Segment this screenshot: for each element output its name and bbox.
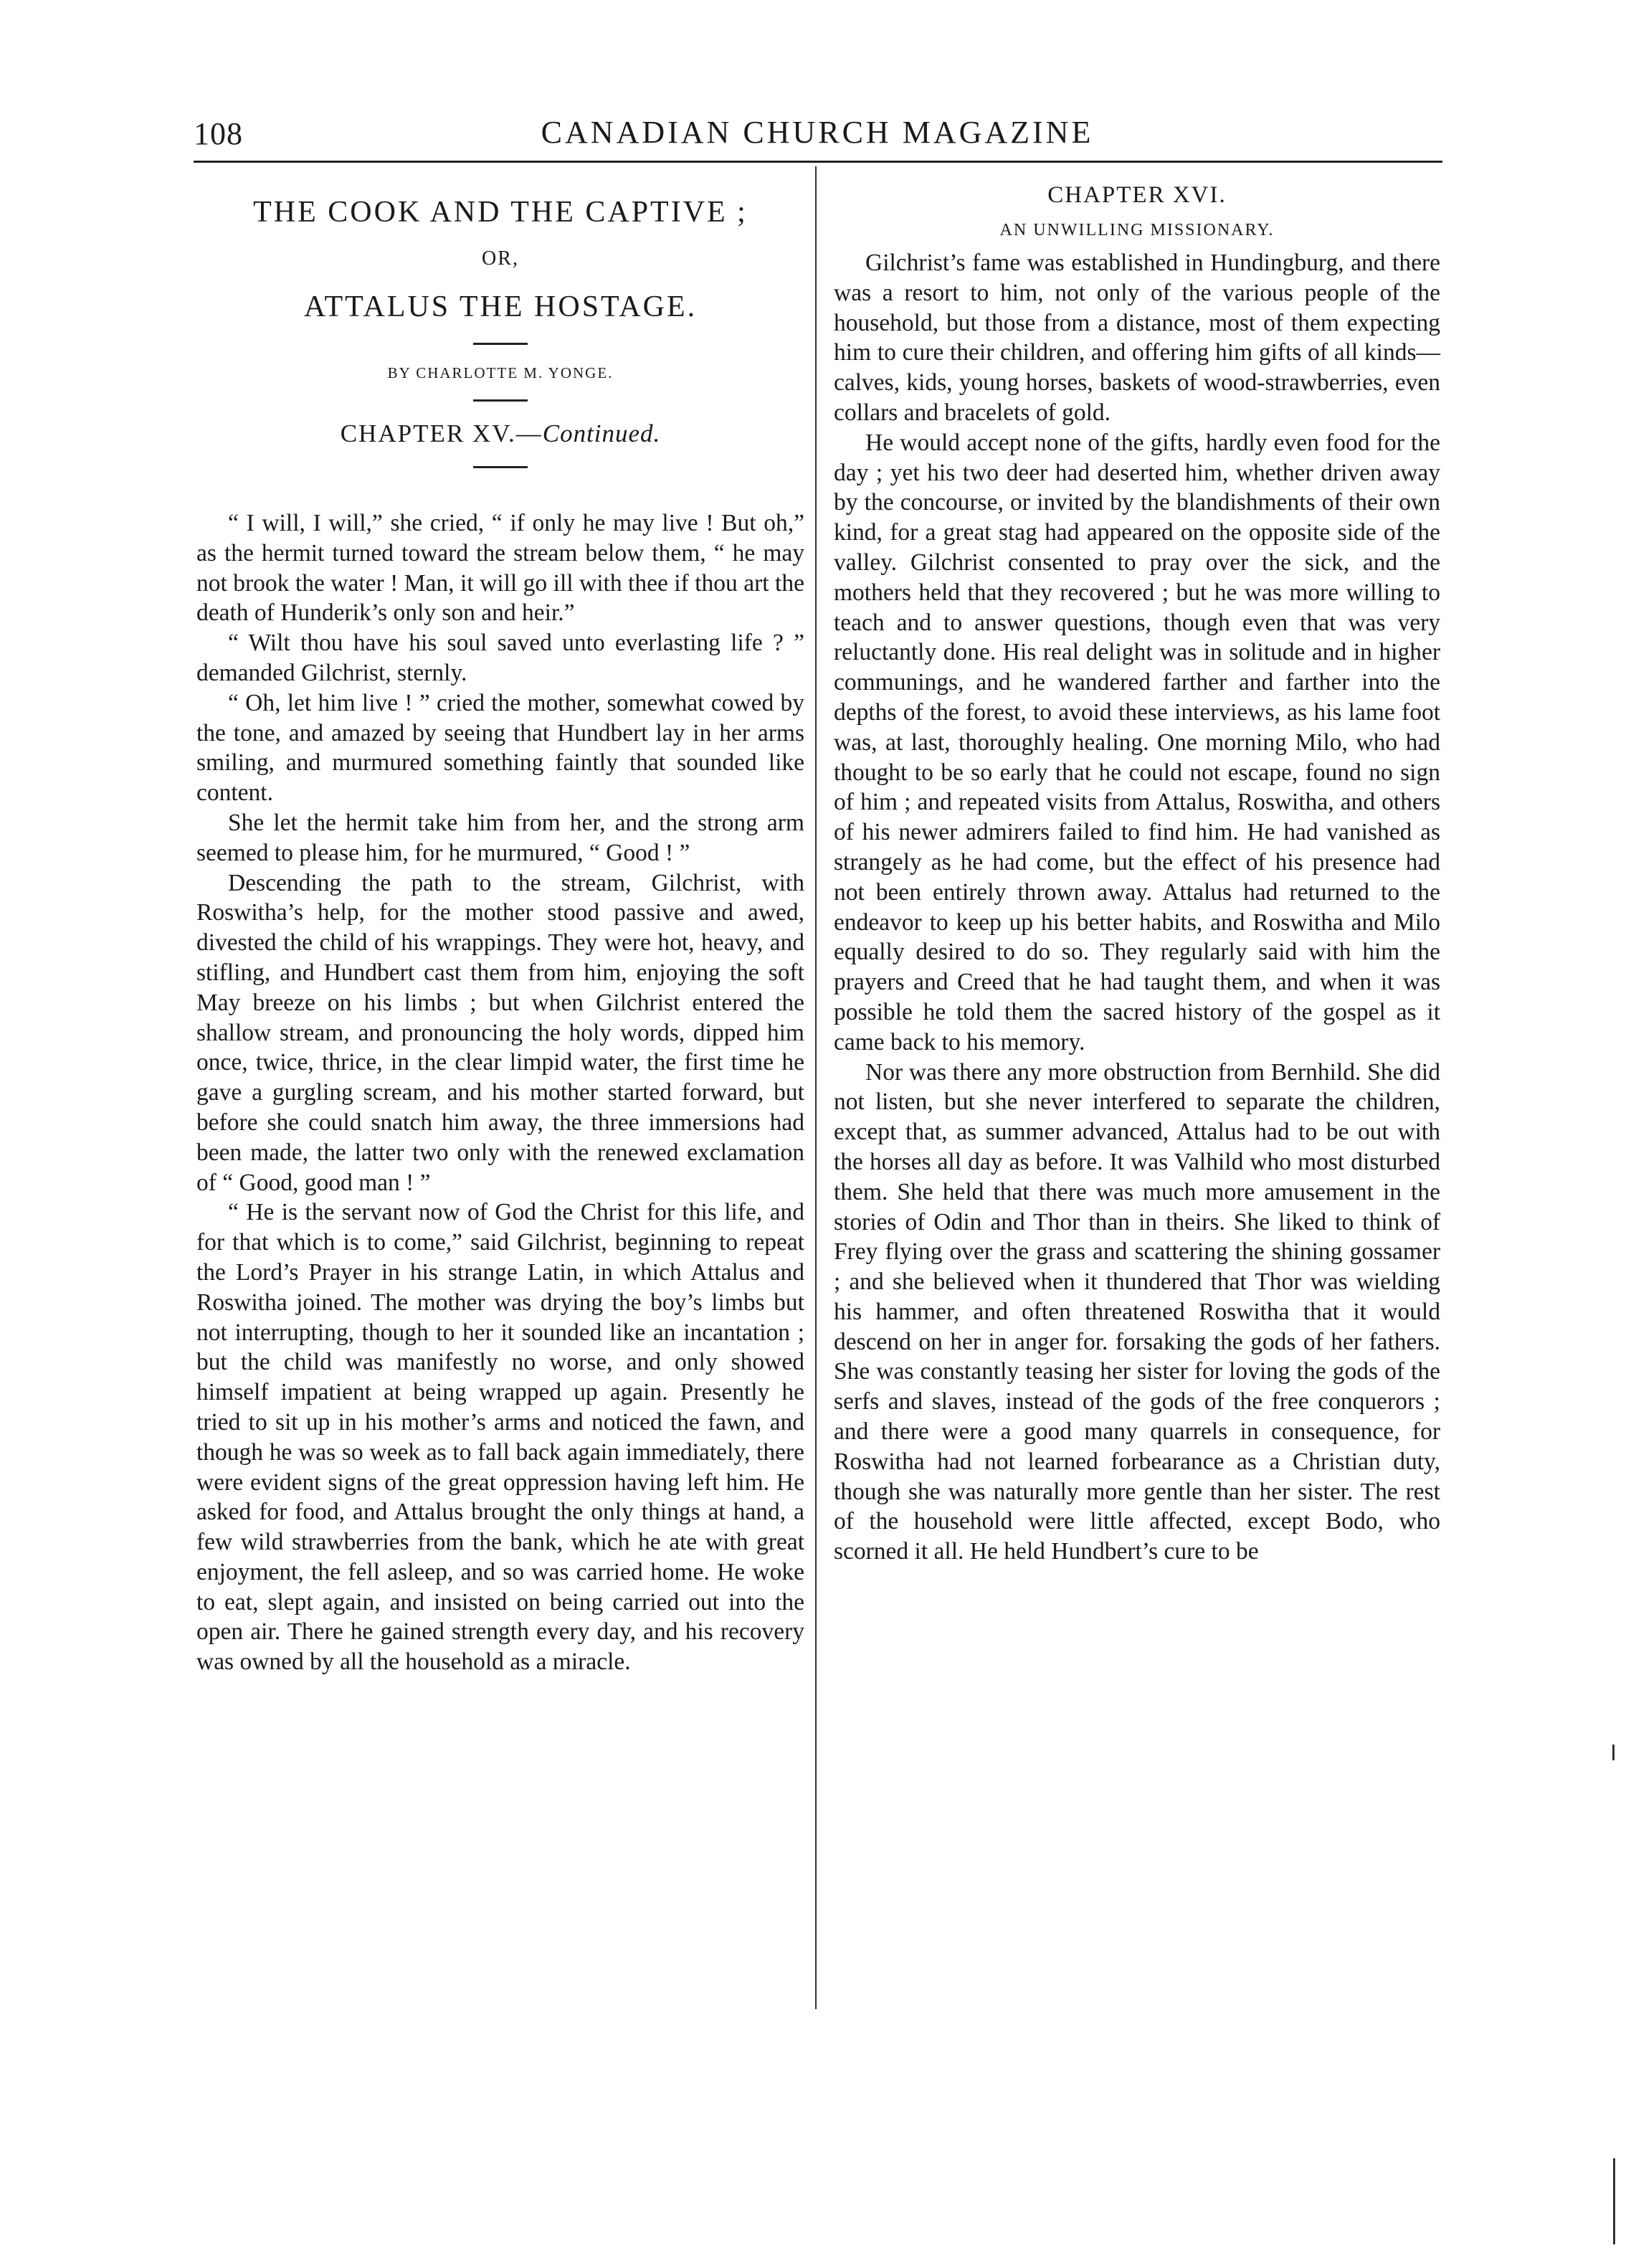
paragraph: “ I will, I will,” she cried, “ if only he may live ! But oh,” as the hermit turned toward the stream below them, “ he may not brook the water ! Man, it will go ill with thee if thou art the death of Hunderik’s only son and heir.” bbox=[196, 510, 804, 627]
paragraph: Gilchrist’s fame was established in Hundingburg, and there was a resort to him, not only of the various people of the household, but those from a distance, most of them expecting him to cure their children, and offering him gifts of all kinds—calves, kids, young horses, baskets of wood-strawberries, even collars and bracelets of gold. bbox=[834, 250, 1440, 426]
chapter-subtitle: AN UNWILLING MISSIONARY. bbox=[999, 221, 1275, 239]
story-subtitle: ATTALUS THE HOSTAGE. bbox=[303, 290, 698, 323]
page-number: 108 bbox=[194, 116, 243, 151]
header-rule bbox=[194, 161, 1442, 163]
author-byline: BY CHARLOTTE M. YONGE. bbox=[387, 364, 614, 381]
page-header bbox=[194, 111, 1441, 161]
chapter-xv-label: CHAPTER XV.— bbox=[340, 419, 543, 447]
right-column bbox=[834, 172, 1440, 1567]
paragraph: He would accept none of the gifts, hardly even food for the day ; yet his two deer had deserted him, whether driven away by the concourse, or invited by the blandishments of their own kind, for a great stag had appeared on the opposite side of the valley. Gilchrist consented to pray over the sick, and the mothers held that they recovered ; but he was more willing to teach and to answer questions, though even that was very reluctantly done. His real delight was in solitude and in higher communings, and he wandered farther and farther into the depths of the forest, to avoid these interviews, as his lame foot was, at last, thoroughly healing. One morning Milo, who had thought to be so early that he could not escape, found no sign of him ; and repeated visits from Attalus, Roswitha, and others of his newer admirers failed to find him. He had vanished as strangely as he had come, but the effect of his presence had not been entirely thrown away. Attalus had returned to the endeavor to keep up his better habits, and Roswitha and Milo equally desired to do so. They regularly said with him the prayers and Creed that he had taught them, and when it was possible he told them the sacred history of the gospel as it came back to his memory. bbox=[834, 429, 1440, 1055]
margin-bar bbox=[1613, 2158, 1615, 2244]
paragraph: “ He is the servant now of God the Christ for this life, and for that which is to come,” said Gilchrist, beginning to repeat the Lord’s Prayer in his strange Latin, in which Attalus and Roswitha joined. The mother was drying the boy’s limbs but not interrupting, though to her it sounded like an incantation ; but the child was manifestly no worse, and only showed himself impatient at being wrapped up again. Presently he tried to sit up in his mother’s arms and noticed the fawn, and though he was so week as to fall back again immediately, there were evident signs of the great oppression having left him. He asked for food, and Attalus brought the only things at hand, a few wild strawberries from the bank, which he ate with great enjoyment, the fell asleep, and so was carried home. He woke to eat, slept again, and insisted on being carried out into the open air. There he gained strength every day, and his recovery was owned by all the household as a miracle. bbox=[196, 1199, 804, 1676]
chapter-rule bbox=[473, 466, 528, 468]
paragraph: Descending the path to the stream, Gilchrist, with Roswitha’s help, for the mother stood passive and awed, divested the child of his wrappings. They were hot, heavy, and stifling, and Hundbert cast them from him, enjoying the soft May breeze on his limbs ; but when Gilchrist entered the shallow stream, and pronouncing the holy words, dipped him once, twice, thrice, in the clear limpid water, the first time he gave a gurgling scream, and his mother started forward, but before she could snatch him away, the three immersions had been made, the latter two only with the renewed exclamation of “ Good, good man ! ” bbox=[196, 869, 804, 1196]
chapter-heading-xv bbox=[196, 419, 804, 449]
paragraph: “ Wilt thou have his soul saved unto everlasting life ? ” demanded Gilchrist, sternly. bbox=[196, 630, 804, 686]
story-title: THE COOK AND THE CAPTIVE ; bbox=[253, 196, 748, 229]
chapter-continued-label: Continued. bbox=[542, 419, 661, 447]
byline-rule bbox=[473, 399, 528, 402]
margin-mark bbox=[1612, 1745, 1615, 1760]
paragraph: Nor was there any more obstruction from Bernhild. She did not listen, but she never interfered to separate the children, except that, as summer advanced, Attalus had to be out with the horses all day as before. It was Valhild who most disturbed them. She held that there was much more amusement in the stories of Odin and Thor than in theirs. She liked to think of Frey flying over the grass and scattering the shining gossamer ; and she believed when it thundered that Thor was wielding his hammer, and often threatened Roswitha that it would descend on her in anger for. forsaking the gods of her fathers. She was constantly teasing her sister for loving the gods of the serfs and slaves, instead of the gods of the free conquerors ; and there were a good many quarrels in consequence, for Roswitha had not learned forbearance as a Christian duty, though she was naturally more gentle than her sister. The rest of the household were little affected, except Bodo, who scorned it all. He held Hundbert’s cure to be bbox=[834, 1058, 1440, 1565]
paragraph: She let the hermit take him from her, and the strong arm seemed to please him, for he murmured, “ Good ! ” bbox=[196, 809, 804, 866]
right-body-text bbox=[834, 248, 1440, 1567]
chapter-heading-xvi: CHAPTER XVI. bbox=[1047, 182, 1227, 208]
left-body-text bbox=[196, 508, 804, 1677]
left-column bbox=[196, 172, 804, 1677]
story-or: OR, bbox=[482, 247, 519, 270]
title-rule bbox=[473, 343, 528, 345]
paragraph: “ Oh, let him live ! ” cried the mother, somewhat cowed by the tone, and amazed by seeing that Hundbert lay in her arms smiling, and murmured something faintly that sounded like content. bbox=[196, 689, 804, 807]
column-divider bbox=[815, 166, 817, 2009]
running-title: CANADIAN CHURCH MAGAZINE bbox=[541, 115, 1094, 150]
